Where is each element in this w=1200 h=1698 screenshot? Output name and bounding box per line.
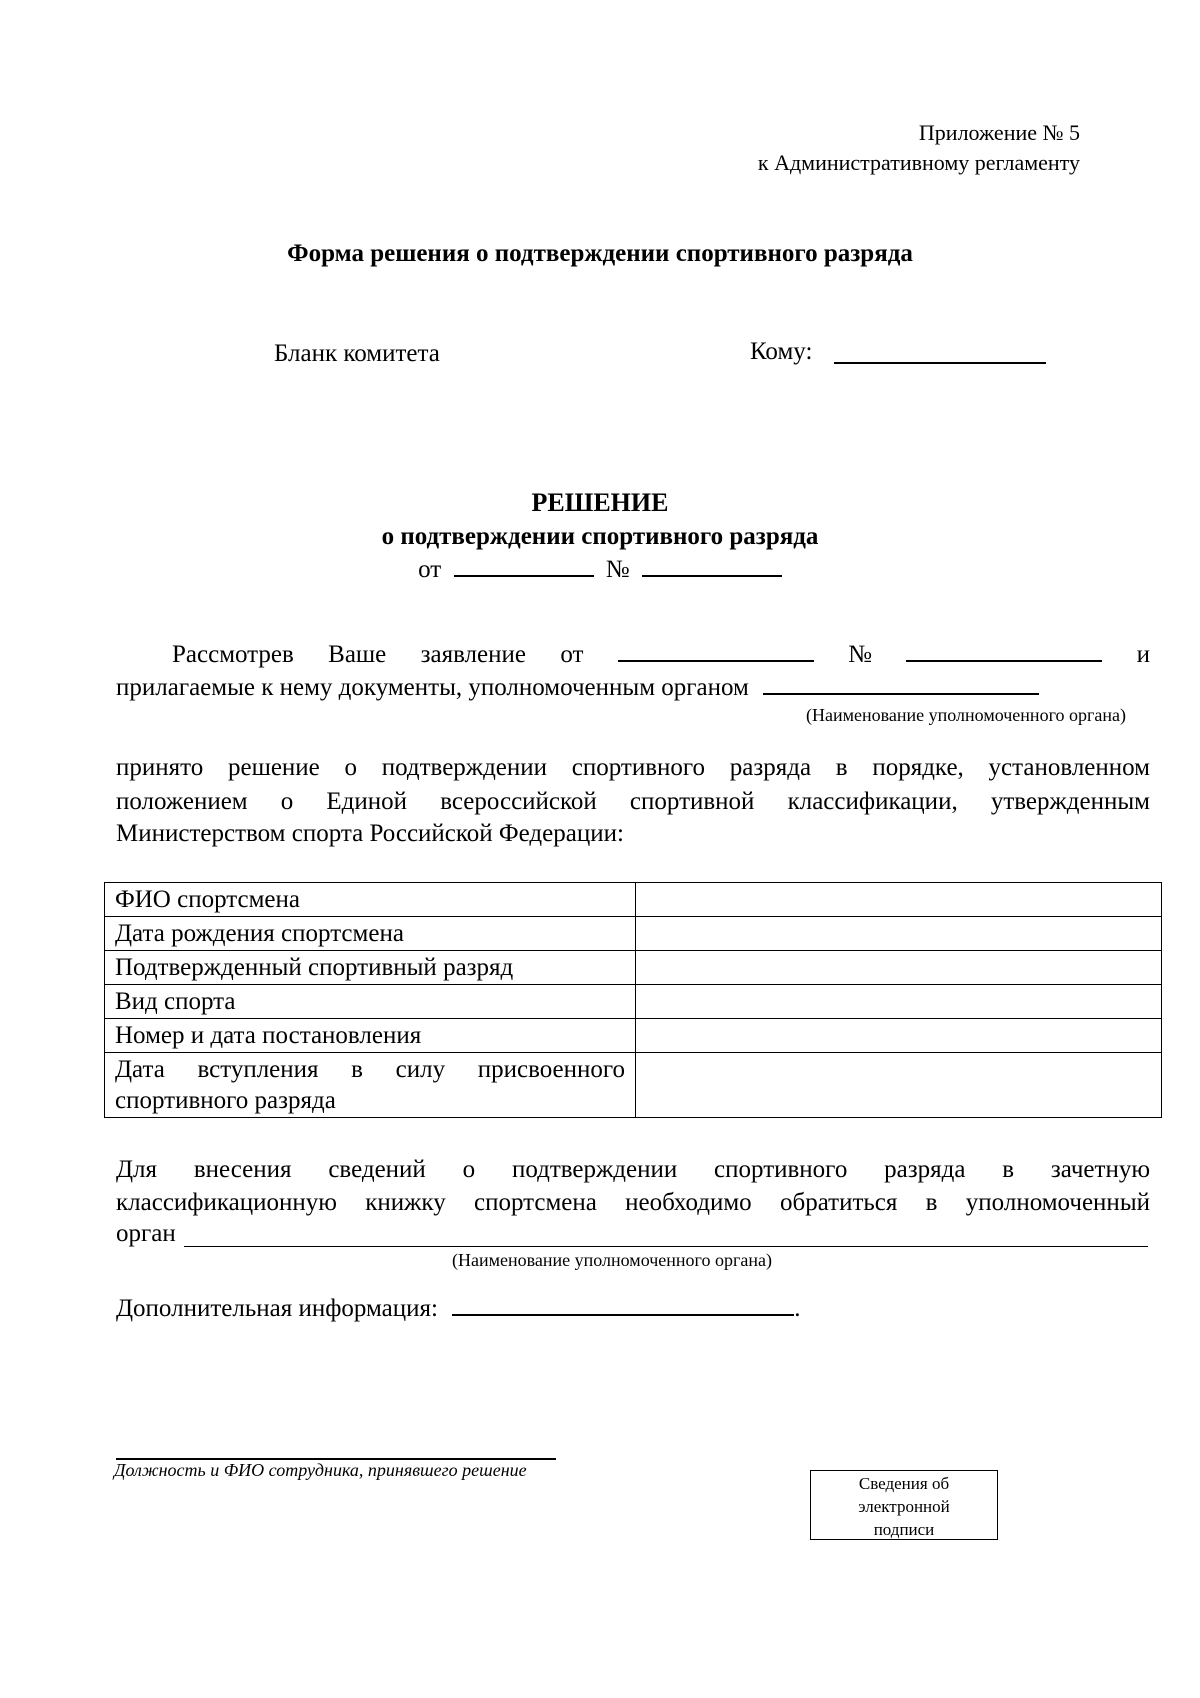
table-row bbox=[105, 917, 1162, 951]
paragraph-2-line-2: положением о Единой всероссийской спортивной классификации, утвержденным bbox=[116, 788, 1150, 815]
e-signature-line-1: Сведения об bbox=[858, 1474, 950, 1493]
paragraph-1-line-2 bbox=[116, 674, 1039, 702]
table-row-value-field[interactable] bbox=[636, 1019, 1162, 1053]
paragraph-1-word: от bbox=[560, 641, 584, 668]
paragraph-1-word: заявление bbox=[420, 641, 526, 668]
application-number-label: № bbox=[848, 641, 872, 668]
recipient-field-line[interactable] bbox=[834, 362, 1046, 364]
authority-name-caption: (Наименование уполномоченного органа) bbox=[806, 705, 1126, 725]
form-title: Форма решения о подтверждении спортивного разряда bbox=[287, 240, 913, 267]
decision-dateline bbox=[0, 556, 1200, 584]
paragraph-2-line-3: Министерством спорта Российской Федерации: bbox=[116, 820, 624, 847]
application-number-field[interactable] bbox=[906, 660, 1102, 662]
paragraph-3-line-1: Для внесения сведений о подтверждении спортивного разряда в зачетную bbox=[116, 1156, 1150, 1183]
decision-number-label: № bbox=[605, 556, 630, 583]
paragraph-1-word: Ваше bbox=[328, 641, 387, 668]
e-signature-line-2: электронной bbox=[858, 1497, 950, 1516]
additional-info-label: Дополнительная информация: bbox=[116, 1295, 438, 1322]
table-row bbox=[105, 951, 1162, 985]
additional-info-end: . bbox=[794, 1295, 801, 1322]
committee-blank-label: Бланк комитета bbox=[274, 340, 440, 367]
table-row-label: Номер и дата постановления bbox=[105, 1019, 636, 1053]
table-row-label: Подтвержденный спортивный разряд bbox=[105, 951, 636, 985]
authority-name-field[interactable] bbox=[763, 693, 1039, 695]
appendix-note bbox=[758, 118, 1080, 178]
decision-date-field[interactable] bbox=[454, 575, 594, 577]
table-row bbox=[105, 883, 1162, 917]
appendix-line-1: Приложение № 5 bbox=[918, 120, 1080, 145]
application-date-field[interactable] bbox=[618, 660, 814, 662]
authority-name-caption-2: (Наименование уполномоченного органа) bbox=[452, 1250, 772, 1270]
table-row-value-field[interactable] bbox=[636, 1053, 1162, 1118]
table-row-label: Вид спорта bbox=[105, 985, 636, 1019]
e-signature-box bbox=[810, 1470, 998, 1540]
additional-info-field[interactable] bbox=[452, 1314, 794, 1316]
table-row-value-field[interactable] bbox=[636, 951, 1162, 985]
appendix-line-2: к Административному регламенту bbox=[757, 150, 1080, 175]
additional-info bbox=[116, 1295, 801, 1323]
e-signature-line-3: подписи bbox=[873, 1520, 935, 1539]
paragraph-1-and-word: и bbox=[1136, 641, 1150, 668]
table-row bbox=[105, 1053, 1162, 1118]
table-row-value-field[interactable] bbox=[636, 985, 1162, 1019]
decision-number-field[interactable] bbox=[642, 575, 782, 577]
table-row bbox=[105, 985, 1162, 1019]
authority-name-field-2[interactable] bbox=[184, 1246, 1148, 1247]
athlete-data-table bbox=[104, 882, 1162, 1118]
table-row-value-field[interactable] bbox=[636, 883, 1162, 917]
decision-heading: РЕШЕНИЕ bbox=[531, 488, 669, 517]
table-row-value-field[interactable] bbox=[636, 917, 1162, 951]
decision-from-label: от bbox=[418, 556, 442, 583]
table-row bbox=[105, 1019, 1162, 1053]
paragraph-2-line-1: принято решение о подтверждении спортивного разряда в порядке, установленном bbox=[116, 754, 1150, 781]
table-row-label: Дата вступления в силу присвоенного спортивного разряда bbox=[105, 1053, 636, 1118]
paragraph-1-line-2-text: прилагаемые к нему документы, уполномоченным органом bbox=[116, 674, 749, 701]
paragraph-1-line-1 bbox=[116, 641, 1150, 669]
paragraph-1-word: Рассмотрев bbox=[172, 641, 294, 668]
table-row-label: ФИО спортсмена bbox=[105, 883, 636, 917]
paragraph-3-line-2: классификационную книжку спортсмена необходимо обратиться в уполномоченный bbox=[116, 1189, 1150, 1216]
decision-subtitle: о подтверждении спортивного разряда bbox=[381, 523, 819, 550]
signature-caption: Должность и ФИО сотрудника, принявшего решение bbox=[114, 1460, 527, 1480]
paragraph-3-line-3: орган bbox=[116, 1220, 176, 1247]
table-row-label: Дата рождения спортсмена bbox=[105, 917, 636, 951]
recipient-label: Кому: bbox=[750, 338, 813, 365]
